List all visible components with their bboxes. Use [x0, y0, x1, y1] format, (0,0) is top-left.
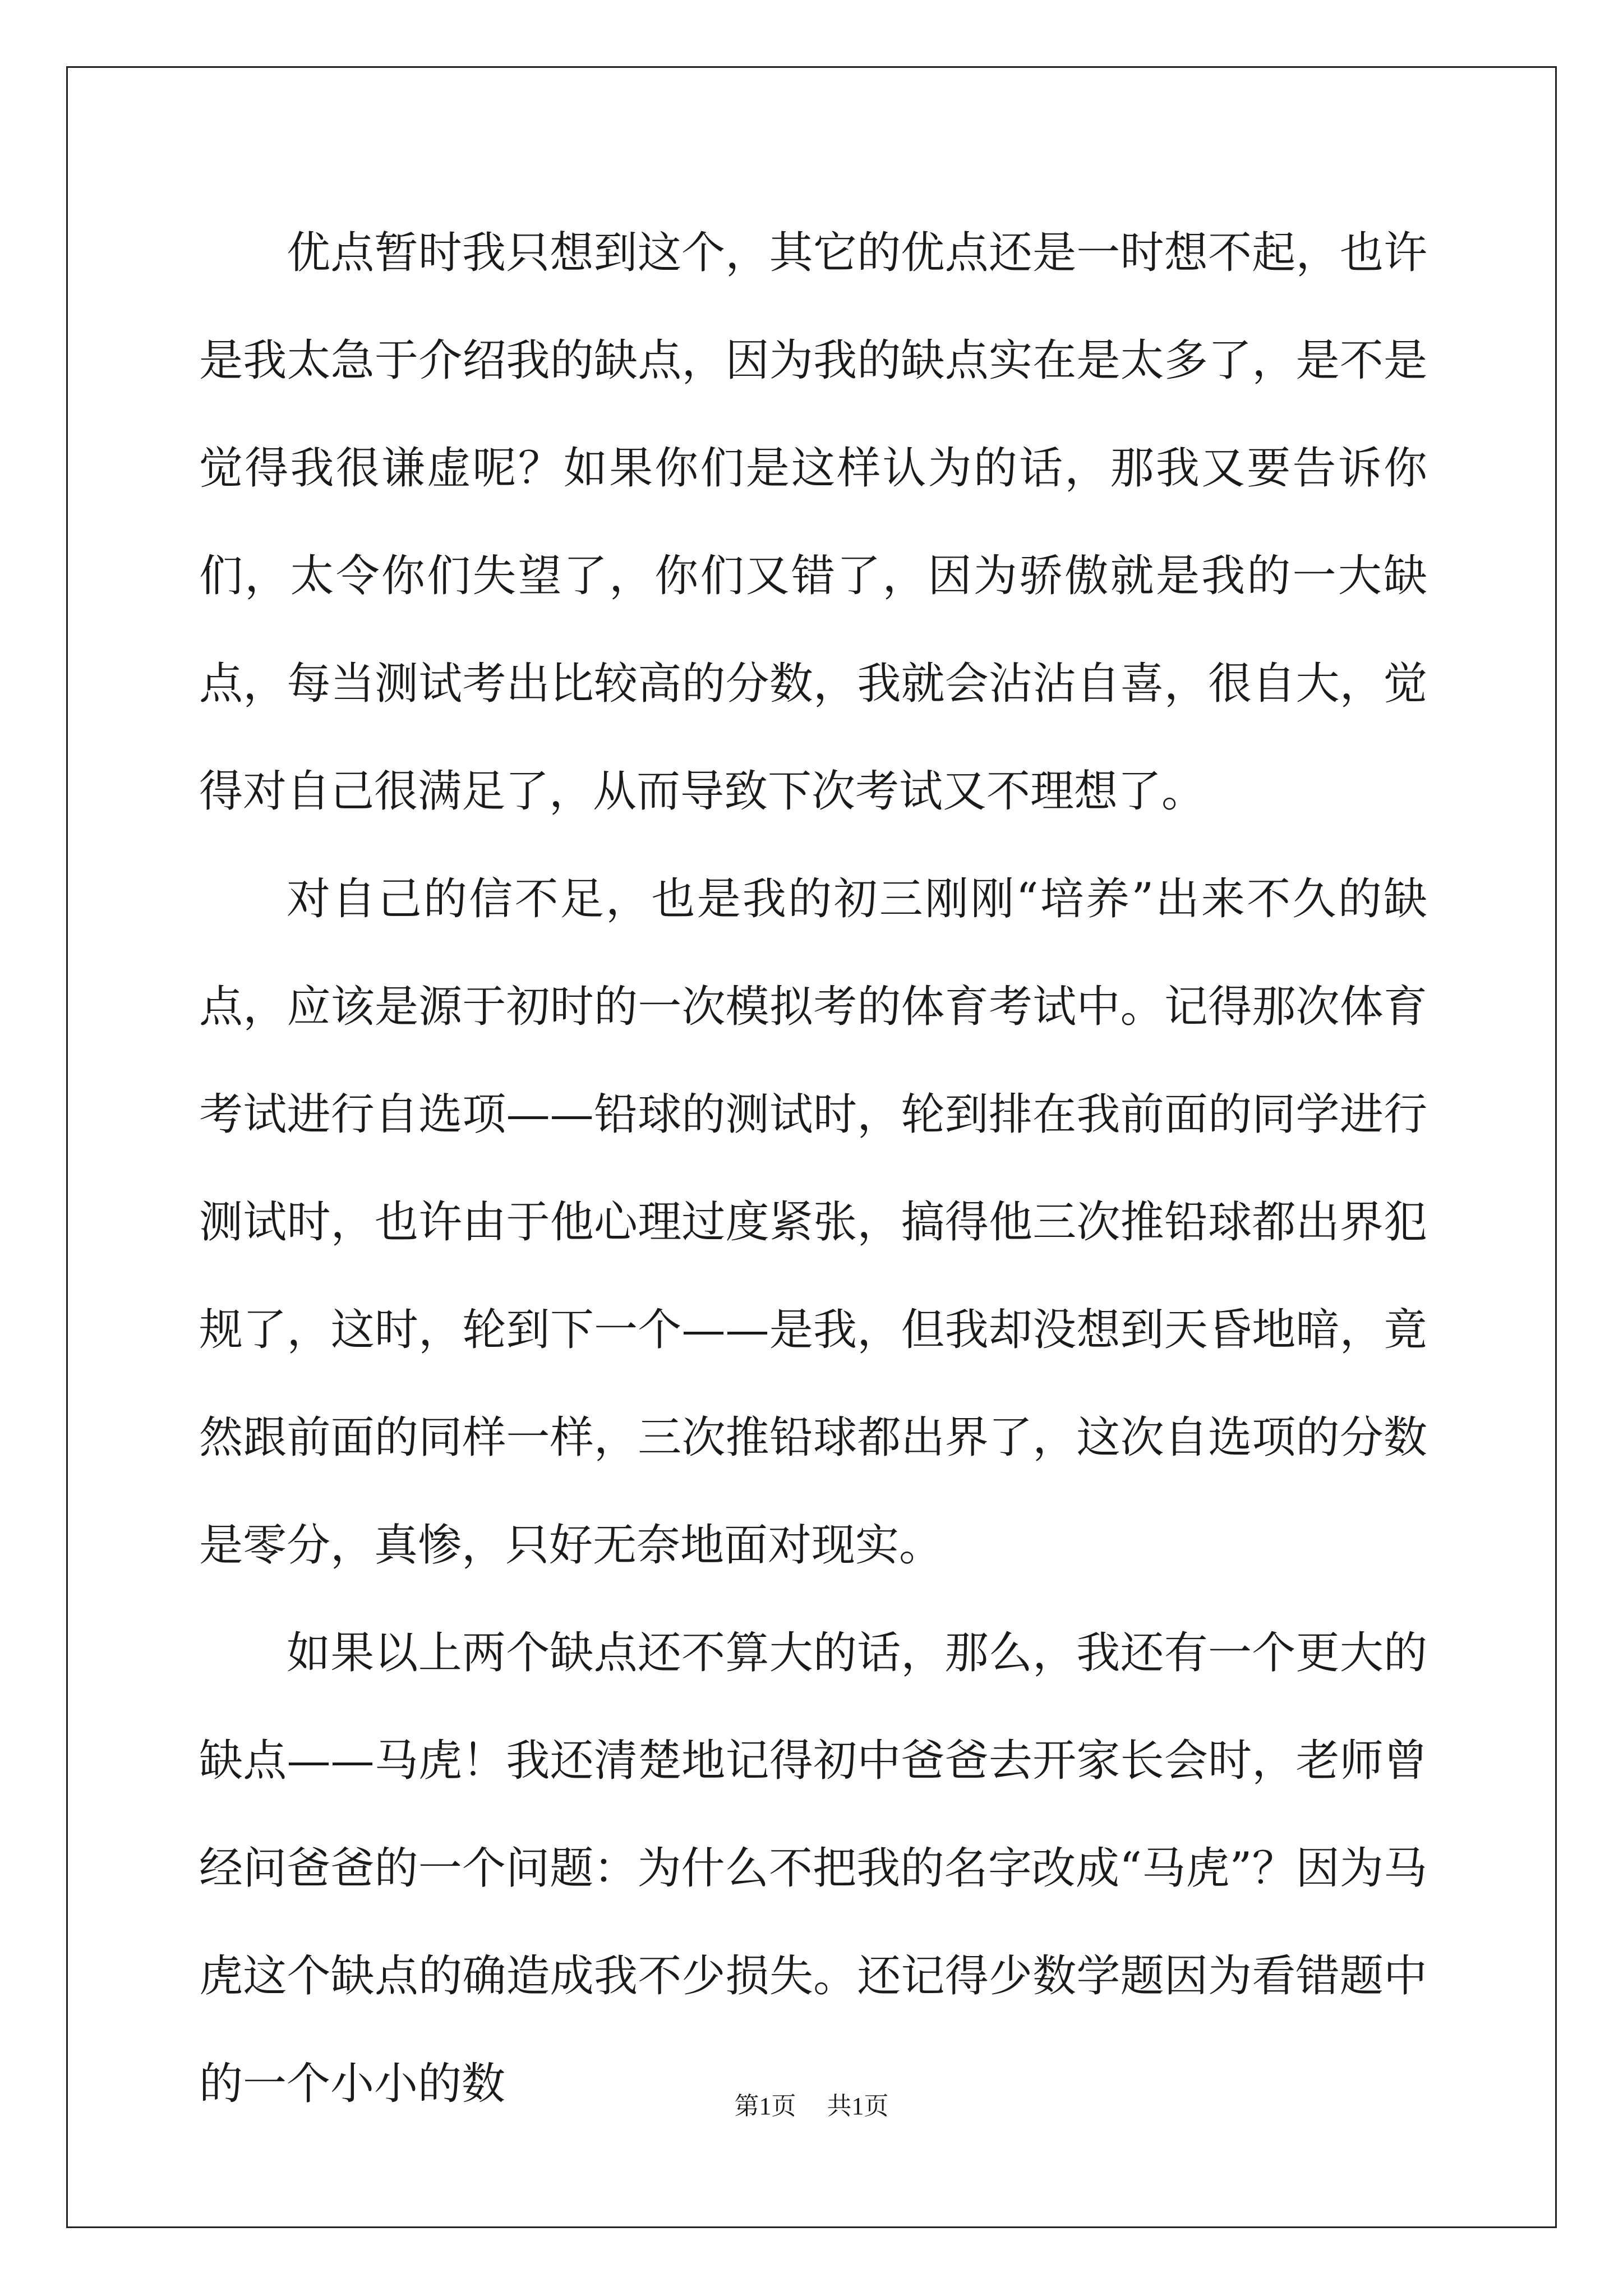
- paragraph-1: 优点暂时我只想到这个，其它的优点还是一时想不起，也许是我太急于介绍我的缺点，因为我的缺点实在是太多了，是不是觉得我很谦虚呢？如果你们是这样认为的话，那我又要告诉你们，太令你们失望了，你们又错了，因为骄傲就是我的一大缺点，每当测试考出比较高的分数，我就会沾沾自喜，很自大，觉得对自己很满足了，从而导致下次考试又不理想了。: [199, 228, 1427, 817]
- paragraph-2: 对自己的信不足，也是我的初三刚刚“培养”出来不久的缺点，应该是源于初时的一次模拟考的体育考试中。记得那次体育考试进行自选项——铅球的测试时，轮到排在我前面的同学进行测试时，也许由于他心理过度紧张，搞得他三次推铅球都出界犯规了，这时，轮到下一个——是我，但我却没想到天昏地暗，竟然跟前面的同样一样，三次推铅球都出界了，这次自选项的分数是零分，真惨，只好无奈地面对现实。: [199, 874, 1427, 1571]
- page-footer: [0, 2086, 1623, 2122]
- page-number-current: 第1页: [734, 2092, 796, 2120]
- page-number-total: 共1页: [827, 2092, 889, 2120]
- paragraph-3: 如果以上两个缺点还不算大的话，那么，我还有一个更大的缺点——马虎！我还清楚地记得初中爸爸去开家长会时，老师曾经问爸爸的一个问题：为什么不把我的名字改成“马虎”？因为马虎这个缺点的确造成我不少损失。还记得少数学题因为看错题中的一个小小的数: [199, 1628, 1427, 2109]
- document-body: [199, 199, 1427, 2138]
